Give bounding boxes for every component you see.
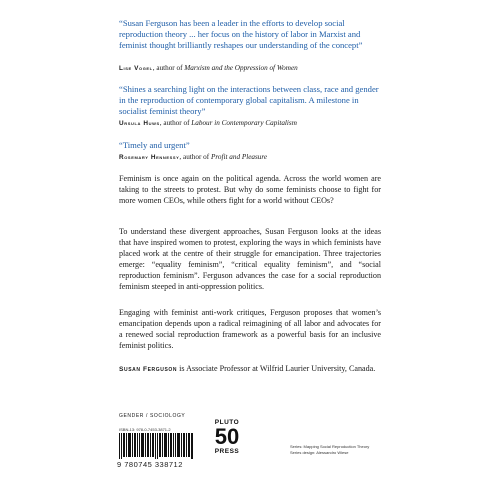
- endorsement-quote-2: “Shines a searching light on the interactions between class, race and gender in the reproduction of contemporary global capitalism. A milestone in socialist feminist theory”: [119, 84, 379, 116]
- author-bio: [119, 363, 381, 375]
- back-cover: [100, 0, 400, 500]
- barcode-digits: 9 780745 338712: [117, 460, 183, 469]
- endorser-work: Marxism and the Oppression of Women: [184, 64, 298, 72]
- endorser-work: Profit and Pleasure: [210, 153, 268, 161]
- credit-line: Series: Mapping Social Reproduction Theory: [290, 444, 370, 449]
- endorser-name: Rosemary Hennessy: [119, 154, 180, 161]
- endorsement-quote-3: “Timely and urgent”: [119, 140, 190, 150]
- author-name: Susan Ferguson: [119, 366, 178, 373]
- logo-bottom-text: PRESS: [214, 448, 240, 455]
- blurb-paragraph-1: Feminism is once again on the political agenda. Across the world women are taking to the streets to protest. But why do some feminists choose to fight for more women CEOs, while others fight for a world without CEOs?: [119, 174, 381, 205]
- endorser-work: Labour in Contemporary Capitalism: [191, 119, 297, 127]
- attribution-connector: , author of: [152, 64, 185, 72]
- attribution-connector: , author of: [179, 153, 211, 161]
- series-credits: [290, 444, 390, 456]
- blurb-paragraph-3: Engaging with feminist anti-work critiques, Ferguson proposes that women’s emancipation depends upon a radical reimagining of all labor and advocates for a renewed social reproduction framework as a powerful basis for an inclusive feminist politics.: [119, 308, 381, 350]
- author-bio-text: is Associate Professor at Wilfrid Laurier University, Canada.: [177, 364, 376, 373]
- endorser-name: Lise Vogel: [119, 65, 153, 72]
- endorsement-attribution-2: [119, 118, 381, 129]
- attribution-connector: , author of: [159, 119, 192, 127]
- isbn-line: ISBN-13: 978-0-7453-3871-2: [119, 427, 171, 432]
- endorser-name: Ursula Huws: [119, 120, 160, 127]
- endorsement-quote-1: “Susan Ferguson has been a leader in the efforts to develop social reproduction theory ... her focus on the history of labor in Marxist and feminist thought brilliantly reshapes our understanding of the concept”: [119, 18, 363, 50]
- endorsement-attribution-3: [119, 152, 381, 163]
- blurb-paragraph-2: To understand these divergent approaches, Susan Ferguson looks at the ideas that have inspired women to protest, exploring the ways in which feminists have placed work at the centre of their struggle for emancipation. Three trajectories emerge: “equality feminism”, “critical equality feminism”, and “social reproduction feminism”. Ferguson advances the case for a social reproduction feminism steeped in anti-oppression politics.: [119, 227, 381, 291]
- credit-line: Series design: Alessandro Wiese: [290, 450, 349, 455]
- logo-number: 50: [214, 424, 240, 449]
- barcode: [119, 433, 193, 459]
- logo-top-text: PLUTO: [214, 419, 240, 426]
- pluto-press-logo: [210, 419, 244, 465]
- subject-category: GENDER / SOCIOLOGY: [119, 413, 186, 419]
- endorsement-attribution-1: [119, 63, 381, 74]
